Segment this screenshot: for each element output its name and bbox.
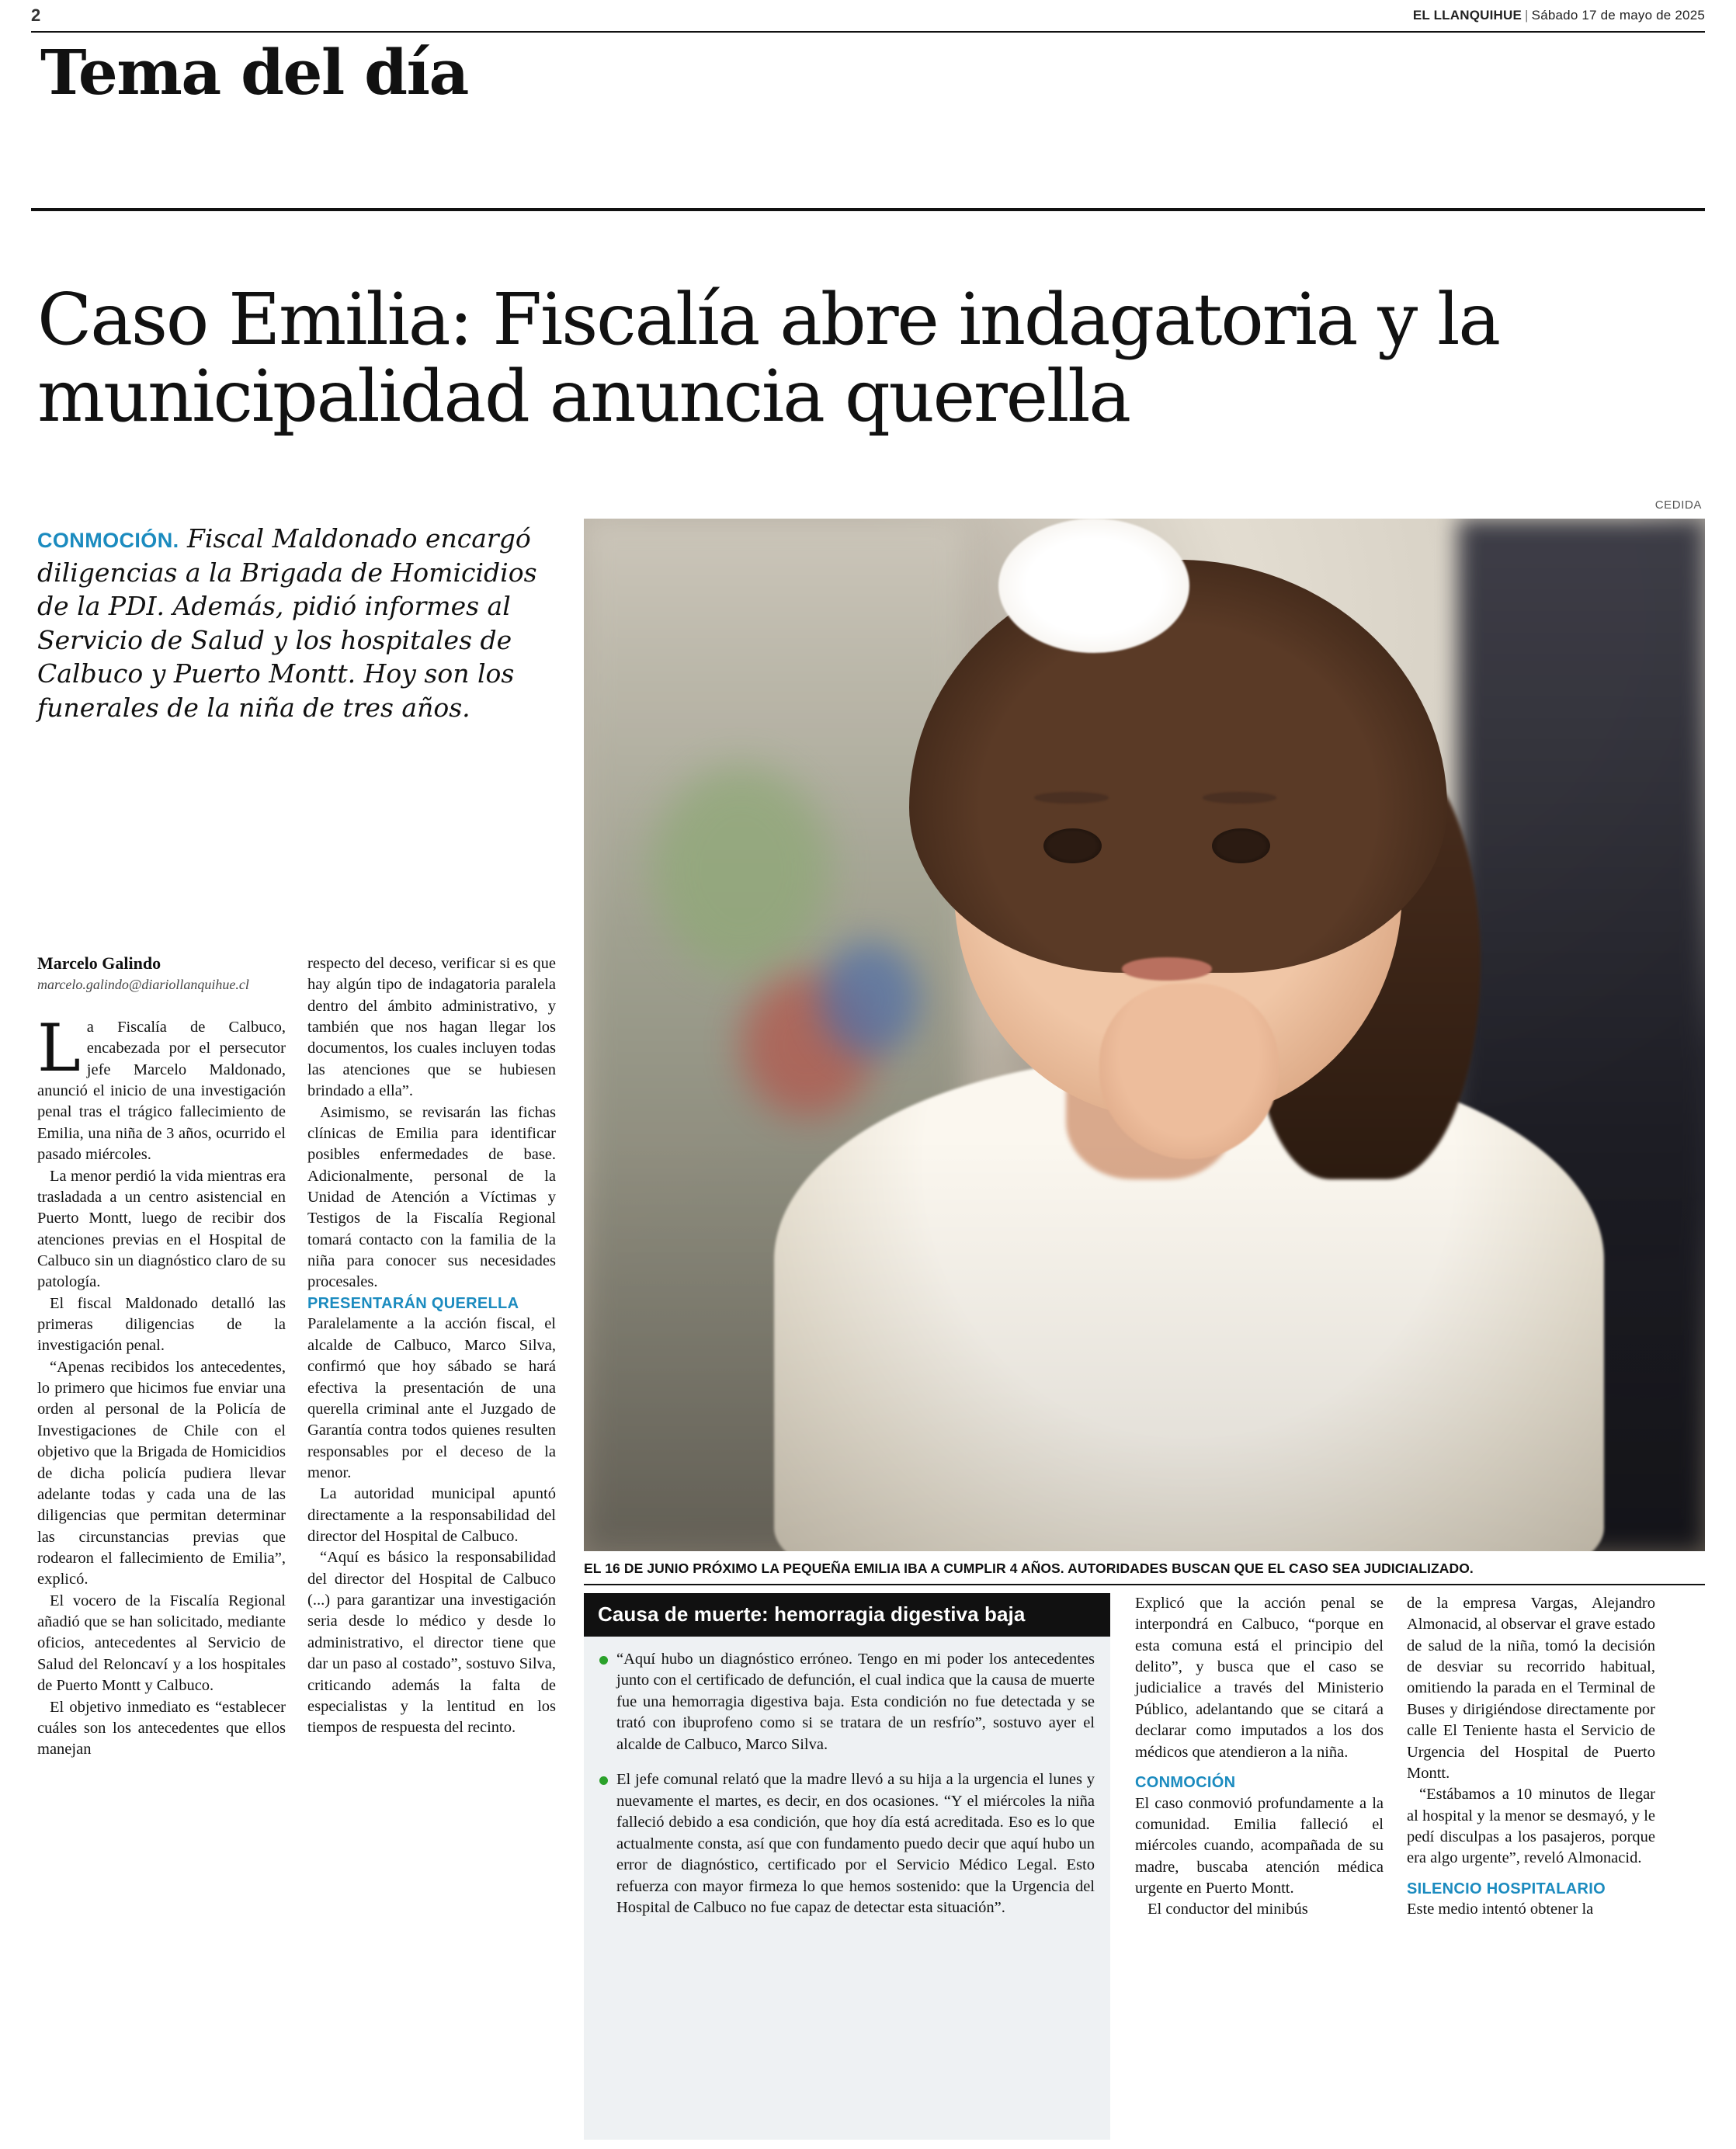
masthead-separator: | bbox=[1525, 8, 1529, 23]
highlight-item-text: “Aquí hubo un diagnóstico erróneo. Tengo en mi poder los antecedentes junto con el certificado de defunción, el cual indica que la causa de muerte fue una hemorragia digestiva baja. Esta condición no fue detectada y se trató con ibuprofeno como si se tratara de un resfrío”, sostuvo ayer el alcalde de Calbuco, Marco Silva. bbox=[616, 1651, 1095, 1753]
lower-divider bbox=[584, 1584, 1705, 1585]
body-column-3 bbox=[1135, 1593, 1384, 1921]
paragraph: El conductor del minibús bbox=[1147, 1901, 1308, 1918]
paragraph: “Aquí es básico la responsabilidad del director del Hospital de Calbuco (...) para garantizar una investigación seria desde lo médico y desde lo administrativo, el director tiene que dar un paso al costado”, sostuvo Silva, criticando además la falta de especialistas y la lentitud en los tiempos de respuesta del recinto. bbox=[307, 1549, 556, 1737]
header-divider bbox=[31, 208, 1705, 211]
highlight-box bbox=[584, 1593, 1110, 2140]
paragraph: La Fiscalía de Calbuco, encabezada por el persecutor jefe Marcelo Maldonado, anunció el inicio de una investigación penal tras el trágico fallecimiento de Emilia, una niña de 3 años, ocurrido el pasado miércoles. bbox=[37, 1010, 286, 1164]
author-name: Marcelo Galindo bbox=[37, 953, 161, 973]
article-lede bbox=[37, 522, 573, 724]
body-column-2 bbox=[307, 953, 556, 1739]
paragraph: La menor perdió la vida mientras era trasladada a un centro asistencial en Puerto Montt, luego de recibir dos atenciones previas en el Hospital de Calbuco sin un diagnóstico claro de su patología. bbox=[37, 1167, 286, 1291]
photo-caption: EL 16 DE JUNIO PRÓXIMO LA PEQUEÑA EMILIA IBA A CUMPLIR 4 AÑOS. AUTORIDADES BUSCAN QUE EL CASO SEA JUDICIALIZADO. bbox=[584, 1561, 1474, 1576]
paragraph: “Apenas recibidos los antecedentes, lo primero que hicimos fue enviar una orden al personal de la Policía de Investigaciones de Chile con el objetivo que la Brigada de Homicidios de dicha policía pudiera llevar adelante todas y cada una de las diligencias que permitan determinar las circunstancias previas que rodearon el fallecimiento de Emilia”, explicó. bbox=[37, 1358, 286, 1588]
publication-date: Sábado 17 de mayo de 2025 bbox=[1531, 8, 1705, 23]
byline bbox=[37, 953, 286, 993]
paragraph: Este medio intentó obtener la bbox=[1407, 1901, 1594, 1918]
paragraph: respecto del deceso, verificar si es que hay algún tipo de indagatoria paralela dentro del ámbito administrativo, y también que nos hagan llegar los documentos, los cuales incluyen todas las atenciones que se hubiesen brindado a ella”. bbox=[307, 955, 556, 1100]
photo-credit: CEDIDA bbox=[1654, 498, 1702, 512]
lede-text: Fiscal Maldonado encargó diligencias a la Brigada de Homicidios de la PDI. Además, pidió informes al Servicio de Salud y los hospitales de Calbuco y Puerto Montt. Hoy son los funerales de la niña de tres años. bbox=[37, 523, 537, 723]
page-folio: 2 bbox=[31, 5, 41, 25]
masthead bbox=[31, 0, 1705, 33]
section-title: Tema del día bbox=[40, 36, 468, 109]
body-column-1 bbox=[37, 1010, 286, 1761]
body-column-4 bbox=[1407, 1593, 1655, 1921]
author-email[interactable]: marcelo.galindo@diariollanquihue.cl bbox=[37, 977, 249, 992]
masthead-info bbox=[1413, 8, 1705, 23]
highlight-box-body bbox=[584, 1637, 1110, 1927]
highlight-item bbox=[599, 1649, 1095, 1755]
bullet-icon bbox=[599, 1656, 608, 1665]
article-photo bbox=[584, 519, 1705, 1551]
paragraph: Explicó que la acción penal se interpondrá en Calbuco, “porque en esta comuna está el principio del delito”, y busca que el caso se judicialice a través del Ministerio Público, adelantando que se citará a declarar como imputados a los dos médicos que atendieron a la niña. bbox=[1135, 1595, 1384, 1761]
article-photo-container bbox=[584, 498, 1705, 1551]
paragraph: Asimismo, se revisarán las fichas clínicas de Emilia para identificar posibles enfermedades de base. Adicionalmente, personal de la Unidad de Atención a Víctimas y Testigos de la Fiscalía Regional tomará contacto con la familia de la niña para conocer sus necesidades procesales. bbox=[307, 1103, 556, 1291]
paragraph: El objetivo inmediato es “establecer cuáles son los antecedentes que ellos manejan bbox=[37, 1698, 286, 1758]
subheading-silencio-hospitalario: SILENCIO HOSPITALARIO bbox=[1407, 1880, 1606, 1897]
paragraph: El caso conmovió profundamente a la comunidad. Emilia falleció el miércoles cuando, acompañada de su madre, buscaba atención médica urgente en Puerto Montt. bbox=[1135, 1794, 1384, 1897]
article-headline: Caso Emilia: Fiscalía abre indagatoria y la municipalidad anuncia querella bbox=[37, 277, 1499, 438]
paragraph: El fiscal Maldonado detalló las primeras diligencias de la investigación penal. bbox=[37, 1294, 286, 1355]
highlight-box-title: Causa de muerte: hemorragia digestiva baja bbox=[584, 1593, 1110, 1637]
paragraph: La autoridad municipal apuntó directamente a la responsabilidad del director del Hospital de Calbuco. bbox=[307, 1485, 556, 1546]
lede-kicker: CONMOCIÓN. bbox=[37, 529, 179, 552]
paragraph: Paralelamente a la acción fiscal, el alcalde de Calbuco, Marco Silva, confirmó que hoy sábado se hará efectiva la presentación de una querella criminal ante el Juzgado de Garantía contra todos quienes resulten responsables por el deceso de la menor. bbox=[307, 1315, 556, 1481]
subheading-presentaran-querella: PRESENTARÁN QUERELLA bbox=[307, 1294, 519, 1312]
publication-name: EL LLANQUIHUE bbox=[1412, 8, 1522, 23]
photo-vignette bbox=[584, 519, 1705, 1551]
paragraph: “Estábamos a 10 minutos de llegar al hospital y la menor se desmayó, y le pedí disculpas a los pasajeros, porque era algo urgente”, reveló Almonacid. bbox=[1407, 1786, 1655, 1867]
paragraph: de la empresa Vargas, Alejandro Almonacid, al observar el grave estado de salud de la niña, tomó la decisión de desviar su recorrido habitual, omitiendo la parada en el Terminal de Buses y dirigiéndose directamente por calle El Teniente hasta el Servicio de Urgencia del Hospital de Puerto Montt. bbox=[1407, 1595, 1655, 1782]
highlight-item-text: El jefe comunal relató que la madre llevó a su hija a la urgencia el lunes y nuevamente el martes, es decir, en dos ocasiones. “Y el miércoles la niña falleció debido a esa condición, que hoy día está acreditada. Eso es lo que actualmente consta, así que con fundamento puedo decir que aquí hubo un error de diagnóstico, certificado por el Servicio Médico Legal. Esto refuerza con mayor firmeza lo que hemos sostenido: que la Urgencia del Hospital de Calbuco no fue capaz de detectar esta situación”. bbox=[616, 1771, 1095, 1917]
paragraph: El vocero de la Fiscalía Regional añadió que se han solicitado, mediante oficios, antecedentes al Servicio de Salud del Reloncaví y a los hospitales de Puerto Montt y Calbuco. bbox=[37, 1592, 286, 1695]
highlight-item bbox=[599, 1769, 1095, 1918]
subheading-conmocion: CONMOCIÓN bbox=[1135, 1773, 1236, 1791]
bullet-icon bbox=[599, 1776, 608, 1785]
